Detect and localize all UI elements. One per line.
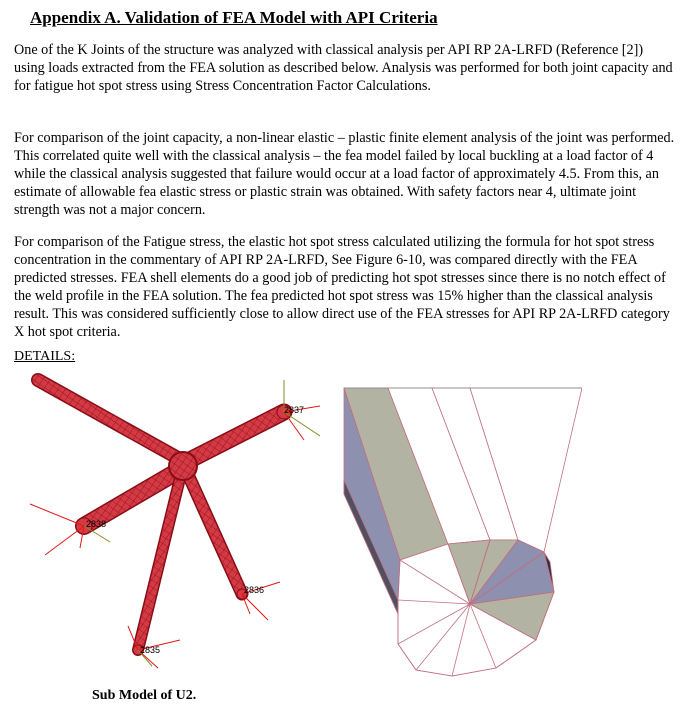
constraint-lines <box>30 406 320 668</box>
fea-mesh-figure <box>20 370 320 670</box>
paragraph-joint-capacity: For comparison of the joint capacity, a non-linear elastic – plastic finite element analysis of the joint was performed. This correlated quite well with the classical analysis – the fea model failed by local buckling at a load factor of 4 while the classical analysis suggested that failure would occur at a load factor of approximately 4.5. From this, an estimate of allowable fea elastic stress or plastic strain was obtained. With safety factors near 4, ultimate joint strength was not a major concern. <box>14 130 675 218</box>
node-label-2838: 2838 <box>86 519 107 529</box>
node-label-2837: 2837 <box>284 405 305 415</box>
paragraph-fatigue-stress: For comparison of the Fatigue stress, the elastic hot spot stress calculated utilizing the formula for hot spot stress concentration in the commentary of API RP 2A-LRFD, See Figure 6-10, was compared directly with the FEA predicted stresses. FEA shell elements do a good job of predicting hot spot stresses since there is no notch effect of the weld profile in the FEA solution. The fea predicted hot spot stress was 15% higher than the classical analysis result. This was considered sufficiently close to allow direct use of the FEA stresses for API RP 2A-LRFD category X hot spot criteria. <box>14 234 670 340</box>
figure-caption: Sub Model of U2. <box>92 688 197 703</box>
chord-upper-right <box>180 412 284 465</box>
brace-upper-left <box>38 380 185 462</box>
shell-element-figure <box>340 384 582 684</box>
brace-lower-right <box>186 470 242 594</box>
joint-node <box>169 452 197 480</box>
node-label-2835: 2835 <box>140 645 161 655</box>
node-label-2836: 2836 <box>244 585 265 595</box>
appendix-title: Appendix A. Validation of FEA Model with API Criteria <box>30 8 438 27</box>
paragraph-intro: One of the K Joints of the structure was analyzed with classical analysis per API RP 2A-LRFD (Reference [2]) using loads extracted from the FEA solution as described below. Analysis was performed for both joint capacity and for fatigue hot spot stress using Stress Concentration Factor Calculations. <box>14 42 673 94</box>
details-heading: DETAILS: <box>14 349 76 364</box>
